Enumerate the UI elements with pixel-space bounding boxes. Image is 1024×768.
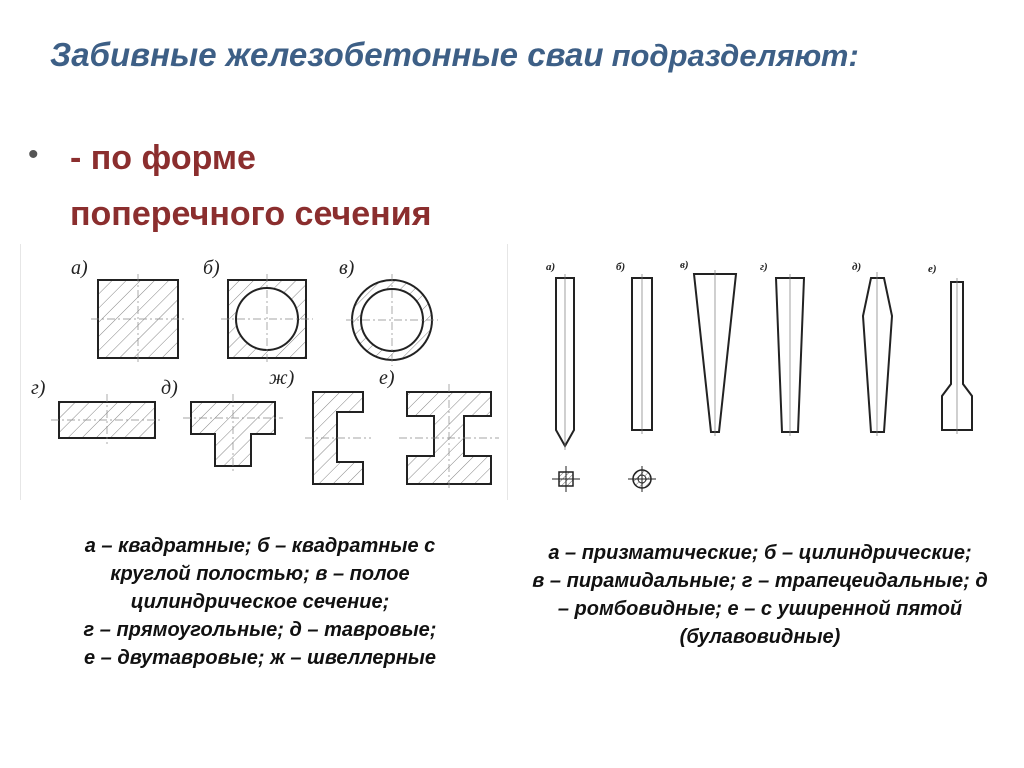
label-e: е) xyxy=(379,367,395,389)
title-tail: подразделяют: xyxy=(611,38,859,73)
pile-label-v: в) xyxy=(680,259,689,271)
prismatic-pile xyxy=(556,274,574,450)
rectangular-section xyxy=(51,394,163,444)
cross-sections-drawing xyxy=(21,244,507,500)
rhomboid-pile xyxy=(863,272,892,436)
label-g: г) xyxy=(31,377,46,399)
square-hollow-section xyxy=(221,274,313,364)
pile-shapes-drawing xyxy=(520,244,1020,500)
label-b: б) xyxy=(203,257,220,279)
i-beam-section xyxy=(399,384,499,490)
caption-right-line-4: (булавовидные) xyxy=(679,626,841,648)
pyramidal-pile xyxy=(694,270,736,436)
trapezoidal-pile xyxy=(776,274,804,436)
label-v: в) xyxy=(339,257,355,279)
pile-label-e: е) xyxy=(928,263,937,275)
pile-label-a: а) xyxy=(546,261,556,273)
caption-left-line-4: г – прямоугольные; д – тавровые; xyxy=(83,619,437,641)
hollow-cylinder-section xyxy=(346,274,438,366)
t-section xyxy=(183,394,283,474)
prismatic-pile-section xyxy=(552,466,580,492)
bullet-text xyxy=(70,130,431,242)
title-main: Забивные железобетонные сваи xyxy=(50,36,604,73)
caption-left-line-5: е – двутавровые; ж – швеллерные xyxy=(83,647,437,669)
caption-left-line-3: цилиндрическое сечение; xyxy=(130,591,390,613)
cylindrical-pile xyxy=(632,274,652,434)
channel-section xyxy=(305,392,371,484)
pile-shapes-caption xyxy=(500,539,1020,651)
club-shaped-pile xyxy=(942,278,972,434)
cylindrical-pile-section xyxy=(628,466,656,492)
caption-right-line-3: – ромбовидные; е – с уширенной пятой xyxy=(557,598,963,620)
label-zh: ж) xyxy=(269,367,295,389)
label-a: а) xyxy=(71,257,88,279)
bullet-point-icon: • xyxy=(28,138,39,171)
pile-label-b: б) xyxy=(616,261,626,273)
pile-label-d: д) xyxy=(852,261,862,273)
label-d: д) xyxy=(161,377,178,399)
cross-sections-caption xyxy=(40,532,480,672)
bullet-line-2: поперечного сечения xyxy=(70,195,432,233)
pile-shapes-figure xyxy=(520,244,1020,500)
pile-label-g: г) xyxy=(760,261,768,273)
caption-right-line-1: а – призматические; б – цилиндрические; xyxy=(548,542,972,564)
slide-title xyxy=(50,36,1010,74)
caption-right-line-2: в – пирамидальные; г – трапецеидальные; д xyxy=(532,570,988,592)
caption-left-line-1: а – квадратные; б – квадратные с xyxy=(84,535,436,557)
bullet-line-1: - по форме xyxy=(70,139,256,177)
cross-sections-figure xyxy=(20,244,508,500)
square-section xyxy=(91,274,185,364)
caption-left-line-2: круглой полостью; в – полое xyxy=(110,563,410,585)
